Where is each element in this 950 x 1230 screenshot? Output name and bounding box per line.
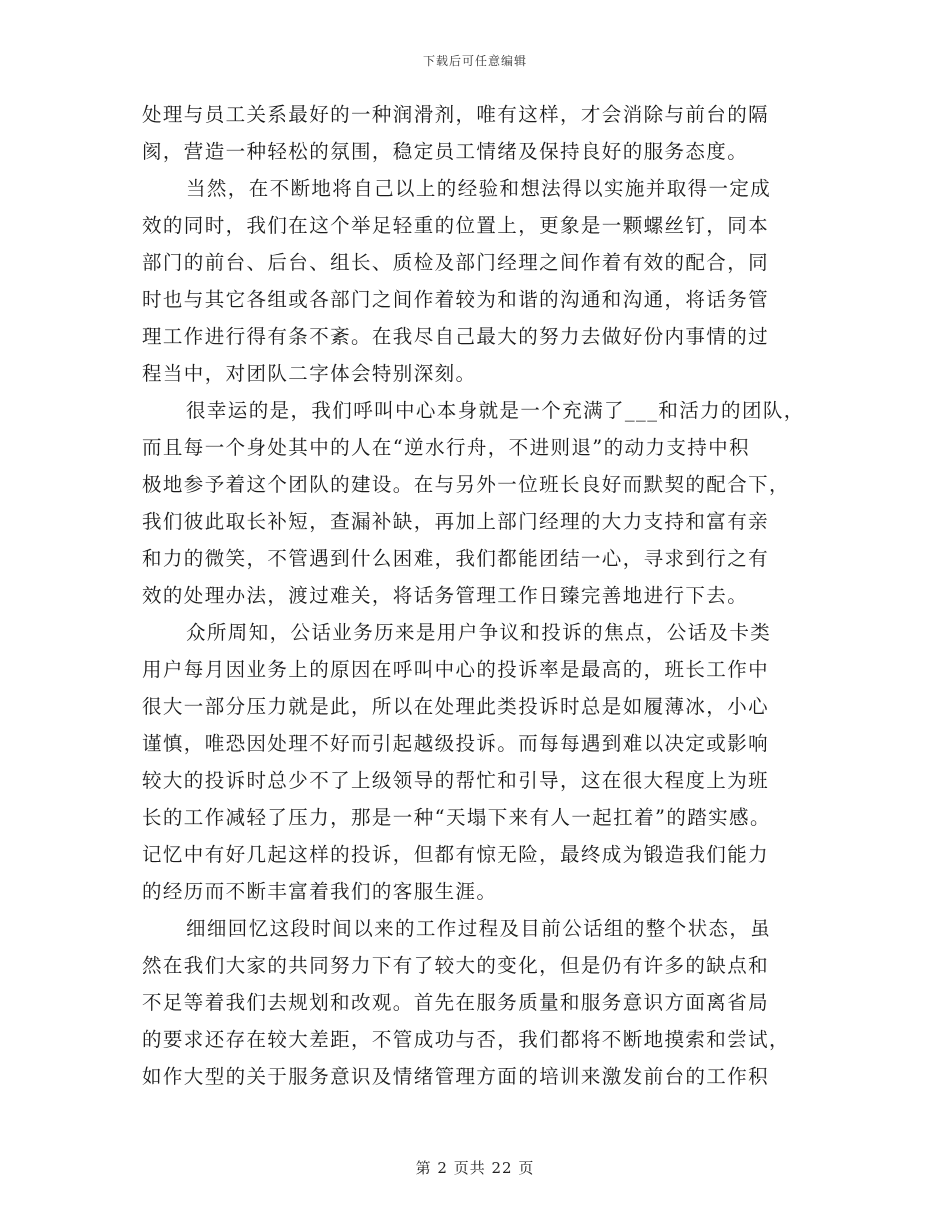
document-body	[142, 96, 810, 1095]
paragraph-start-line: 当然，在不断地将自己以上的经验和想法得以实施并取得一定成	[186, 177, 772, 200]
paragraph-start-line: 很幸运的是，我们呼叫中心本身就是一个充满了___和活力的团队，	[186, 399, 805, 422]
text-line: 较大的投诉时总少不了上级领导的帮忙和引导，这在很大程度上为班	[142, 769, 770, 792]
text-line: 不足等着我们去规划和改观。首先在服务质量和服务意识方面离省局	[142, 991, 770, 1014]
text-line: 和力的微笑，不管遇到什么困难，我们都能团结一心，寻求到行之有	[142, 547, 770, 570]
text-line: 时也与其它各组或各部门之间作着较为和谐的沟通和沟通，将话务管	[142, 288, 770, 311]
text-line: 用户每月因业务上的原因在呼叫中心的投诉率是最高的，班长工作中	[142, 658, 770, 681]
paragraph-start-line: 众所周知，公话业务历来是用户争议和投诉的焦点，公话及卡类	[186, 621, 772, 644]
page-header: 下载后可任意编辑	[422, 54, 527, 68]
paragraph-start-line: 细细回忆这段时间以来的工作过程及目前公话组的整个状态，虽	[186, 917, 772, 940]
text-line: 效的同时，我们在这个举足轻重的位置上，更象是一颗螺丝钉，同本	[142, 214, 770, 237]
text-line: 然在我们大家的共同努力下有了较大的变化，但是仍有许多的缺点和	[142, 954, 770, 977]
text-line: 处理与员工关系最好的一种润滑剂，唯有这样，才会消除与前台的隔	[142, 103, 770, 126]
text-line: 记忆中有好几起这样的投诉，但都有惊无险，最终成为锻造我们能力	[142, 843, 770, 866]
text-line: 阂，营造一种轻松的氛围，稳定员工情绪及保持良好的服务态度。	[142, 140, 749, 163]
text-line: 的经历而不断丰富着我们的客服生涯。	[142, 880, 498, 903]
text-line: 部门的前台、后台、组长、质检及部门经理之间作着有效的配合，同	[142, 251, 770, 274]
text-line: 极地参予着这个团队的建设。在与另外一位班长良好而默契的配合下，	[142, 473, 790, 496]
text-line: 我们彼此取长补短，查漏补缺，再加上部门经理的大力支持和富有亲	[142, 510, 770, 533]
page-number-footer: 第 2 页共 22 页	[415, 1159, 535, 1177]
text-line: 长的工作减轻了压力，那是一种“天塌下来有人一起扛着”的踏实感。	[142, 806, 771, 829]
text-line: 很大一部分压力就是此，所以在处理此类投诉时总是如履薄冰，小心	[142, 695, 770, 718]
text-line: 谨慎，唯恐因处理不好而引起越级投诉。而每每遇到难以决定或影响	[142, 732, 770, 755]
text-line: 程当中，对团队二字体会特别深刻。	[142, 362, 477, 385]
text-line: 理工作进行得有条不紊。在我尽自己最大的努力去做好份内事情的过	[142, 325, 770, 348]
text-line: 而且每一个身处其中的人在“逆水行舟，不进则退”的动力支持中积	[142, 436, 750, 459]
text-line: 如作大型的关于服务意识及情绪管理方面的培训来激发前台的工作积	[142, 1065, 770, 1088]
text-line: 效的处理办法，渡过难关，将话务管理工作日臻完善地进行下去。	[142, 584, 749, 607]
text-line: 的要求还存在较大差距，不管成功与否，我们都将不断地摸索和尝试，	[142, 1028, 790, 1051]
